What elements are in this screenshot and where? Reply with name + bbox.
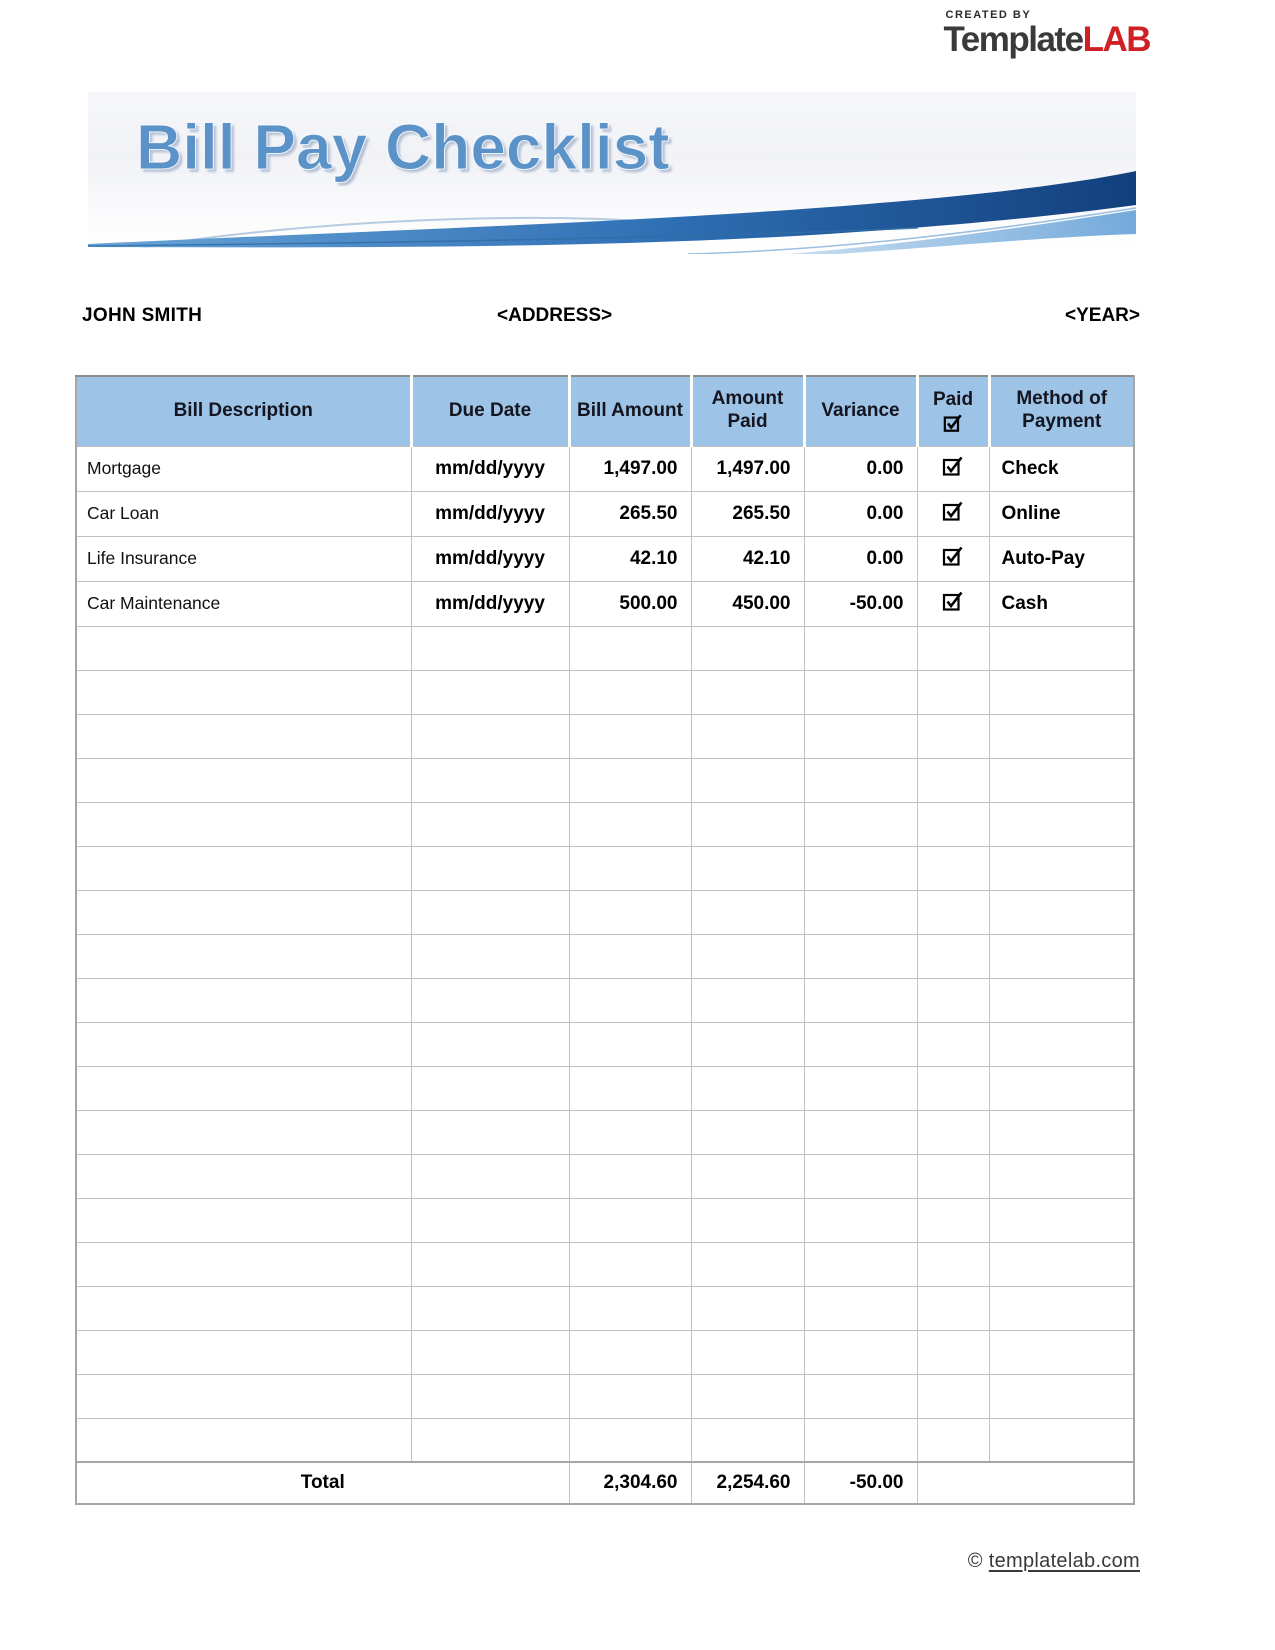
- title-banner: [88, 92, 1136, 254]
- cell-method-of-payment[interactable]: [989, 1330, 1134, 1374]
- cell-bill-amount[interactable]: [569, 1110, 691, 1154]
- cell-method-of-payment[interactable]: [989, 1022, 1134, 1066]
- cell-method-of-payment[interactable]: [989, 758, 1134, 802]
- cell-bill-amount[interactable]: [569, 978, 691, 1022]
- cell-method-of-payment[interactable]: [989, 1154, 1134, 1198]
- cell-amount-paid[interactable]: [691, 758, 804, 802]
- cell-paid-checkbox[interactable]: [917, 890, 989, 934]
- cell-bill-amount[interactable]: [569, 846, 691, 890]
- cell-method-of-payment[interactable]: [989, 670, 1134, 714]
- empty-table-row: [76, 1154, 1134, 1198]
- cell-paid-checkbox[interactable]: [917, 581, 989, 626]
- address-placeholder[interactable]: <ADDRESS>: [497, 305, 613, 326]
- cell-due-date[interactable]: [411, 1154, 569, 1198]
- cell-amount-paid[interactable]: [691, 1330, 804, 1374]
- table-row: [76, 581, 1134, 626]
- cell-paid-checkbox[interactable]: [917, 491, 989, 536]
- cell-amount-paid[interactable]: [691, 890, 804, 934]
- logo-brand-accent: LAB: [1082, 20, 1150, 59]
- cell-paid-checkbox[interactable]: [917, 1418, 989, 1462]
- cell-amount-paid[interactable]: [691, 1374, 804, 1418]
- header-amount-paid: Amount Paid: [691, 376, 804, 446]
- cell-variance[interactable]: 0.00: [804, 536, 917, 581]
- total-label[interactable]: Total: [76, 1462, 569, 1504]
- cell-paid-checkbox[interactable]: [917, 1242, 989, 1286]
- header-paid: [917, 376, 989, 446]
- empty-table-row: [76, 1198, 1134, 1242]
- cell-bill-amount[interactable]: [569, 1022, 691, 1066]
- cell-amount-paid[interactable]: [691, 1286, 804, 1330]
- cell-due-date[interactable]: [411, 1066, 569, 1110]
- cell-amount-paid[interactable]: [691, 1154, 804, 1198]
- cell-variance[interactable]: [804, 978, 917, 1022]
- bill-pay-table: [75, 375, 1135, 1505]
- cell-variance[interactable]: [804, 1022, 917, 1066]
- checked-checkbox-icon[interactable]: [942, 500, 964, 522]
- cell-method-of-payment[interactable]: [989, 1242, 1134, 1286]
- templatelab-logo: [944, 10, 1151, 57]
- checked-checkbox-icon[interactable]: [942, 455, 964, 477]
- cell-bill-amount[interactable]: [569, 758, 691, 802]
- header-bill-description: Bill Description: [76, 376, 411, 446]
- checked-checkbox-icon[interactable]: [942, 545, 964, 567]
- cell-bill-description[interactable]: [76, 1066, 411, 1110]
- logo-created-by: CREATED BY: [945, 9, 1032, 21]
- cell-bill-amount[interactable]: [569, 934, 691, 978]
- cell-bill-amount[interactable]: 265.50: [569, 491, 691, 536]
- cell-amount-paid[interactable]: [691, 1022, 804, 1066]
- cell-bill-amount[interactable]: [569, 1242, 691, 1286]
- total-row: [76, 1462, 1134, 1504]
- cell-bill-amount[interactable]: [569, 1198, 691, 1242]
- cell-paid-checkbox[interactable]: [917, 1374, 989, 1418]
- cell-variance[interactable]: [804, 1198, 917, 1242]
- cell-bill-description[interactable]: Car Loan: [76, 491, 411, 536]
- cell-bill-description[interactable]: [76, 1330, 411, 1374]
- cell-bill-description[interactable]: [76, 802, 411, 846]
- empty-table-row: [76, 1110, 1134, 1154]
- cell-paid-checkbox[interactable]: [917, 1066, 989, 1110]
- cell-bill-amount[interactable]: [569, 890, 691, 934]
- header-due-date: Due Date: [411, 376, 569, 446]
- cell-bill-description[interactable]: Mortgage: [76, 446, 411, 491]
- cell-amount-paid[interactable]: [691, 934, 804, 978]
- cell-bill-amount[interactable]: [569, 1066, 691, 1110]
- cell-method-of-payment[interactable]: [989, 1418, 1134, 1462]
- cell-bill-description[interactable]: [76, 846, 411, 890]
- cell-due-date[interactable]: [411, 846, 569, 890]
- cell-variance[interactable]: [804, 1154, 917, 1198]
- cell-due-date[interactable]: [411, 890, 569, 934]
- total-bill-amount[interactable]: 2,304.60: [569, 1462, 691, 1504]
- cell-amount-paid[interactable]: [691, 1110, 804, 1154]
- empty-table-row: [76, 1418, 1134, 1462]
- cell-paid-checkbox[interactable]: [917, 536, 989, 581]
- cell-paid-checkbox[interactable]: [917, 670, 989, 714]
- cell-variance[interactable]: [804, 670, 917, 714]
- cell-method-of-payment[interactable]: Auto-Pay: [989, 536, 1134, 581]
- cell-method-of-payment[interactable]: [989, 714, 1134, 758]
- cell-paid-checkbox[interactable]: [917, 1110, 989, 1154]
- cell-paid-checkbox[interactable]: [917, 714, 989, 758]
- total-amount-paid[interactable]: 2,254.60: [691, 1462, 804, 1504]
- cell-amount-paid[interactable]: 1,497.00: [691, 446, 804, 491]
- cell-method-of-payment[interactable]: [989, 1374, 1134, 1418]
- cell-variance[interactable]: [804, 758, 917, 802]
- cell-due-date[interactable]: [411, 1198, 569, 1242]
- cell-amount-paid[interactable]: 42.10: [691, 536, 804, 581]
- cell-method-of-payment[interactable]: [989, 1286, 1134, 1330]
- table-row: [76, 536, 1134, 581]
- cell-paid-checkbox[interactable]: [917, 1330, 989, 1374]
- table-header: [76, 376, 1134, 446]
- year-placeholder[interactable]: <YEAR>: [1065, 305, 1140, 326]
- cell-due-date[interactable]: mm/dd/yyyy: [411, 491, 569, 536]
- cell-bill-description[interactable]: [76, 978, 411, 1022]
- cell-amount-paid[interactable]: [691, 846, 804, 890]
- cell-bill-description[interactable]: Life Insurance: [76, 536, 411, 581]
- empty-table-row: [76, 890, 1134, 934]
- cell-amount-paid[interactable]: [691, 714, 804, 758]
- copyright-symbol: ©: [967, 1550, 983, 1572]
- logo-brand-primary: Template: [943, 20, 1083, 59]
- checked-checkbox-icon[interactable]: [942, 590, 964, 612]
- cell-due-date[interactable]: [411, 1110, 569, 1154]
- cell-variance[interactable]: [804, 626, 917, 670]
- cell-paid-checkbox[interactable]: [917, 446, 989, 491]
- cell-method-of-payment[interactable]: [989, 802, 1134, 846]
- cell-variance[interactable]: [804, 1242, 917, 1286]
- cell-bill-amount[interactable]: [569, 1330, 691, 1374]
- cell-bill-amount[interactable]: [569, 802, 691, 846]
- cell-bill-description[interactable]: [76, 1154, 411, 1198]
- cell-due-date[interactable]: [411, 626, 569, 670]
- cell-variance[interactable]: 0.00: [804, 491, 917, 536]
- header-variance: Variance: [804, 376, 917, 446]
- table-row: [76, 491, 1134, 536]
- empty-table-row: [76, 1022, 1134, 1066]
- cell-due-date[interactable]: [411, 670, 569, 714]
- empty-table-row: [76, 978, 1134, 1022]
- cell-paid-checkbox[interactable]: [917, 626, 989, 670]
- cell-method-of-payment[interactable]: [989, 978, 1134, 1022]
- cell-paid-checkbox[interactable]: [917, 1154, 989, 1198]
- cell-due-date[interactable]: [411, 1418, 569, 1462]
- cell-variance[interactable]: 0.00: [804, 446, 917, 491]
- cell-bill-description[interactable]: Car Maintenance: [76, 581, 411, 626]
- table-row: [76, 446, 1134, 491]
- cell-bill-amount[interactable]: [569, 626, 691, 670]
- cell-method-of-payment[interactable]: Check: [989, 446, 1134, 491]
- cell-bill-amount[interactable]: [569, 1418, 691, 1462]
- cell-due-date[interactable]: [411, 978, 569, 1022]
- empty-table-row: [76, 1242, 1134, 1286]
- cell-bill-description[interactable]: [76, 758, 411, 802]
- cell-bill-description[interactable]: [76, 714, 411, 758]
- cell-paid-checkbox[interactable]: [917, 1286, 989, 1330]
- cell-paid-checkbox[interactable]: [917, 1198, 989, 1242]
- cell-due-date[interactable]: [411, 1022, 569, 1066]
- cell-variance[interactable]: [804, 1286, 917, 1330]
- cell-amount-paid[interactable]: [691, 1066, 804, 1110]
- cell-variance[interactable]: [804, 890, 917, 934]
- cell-due-date[interactable]: mm/dd/yyyy: [411, 581, 569, 626]
- cell-bill-description[interactable]: [76, 1198, 411, 1242]
- bill-table-body: [76, 446, 1134, 1504]
- cell-due-date[interactable]: [411, 934, 569, 978]
- cell-bill-description[interactable]: [76, 890, 411, 934]
- cell-bill-amount[interactable]: [569, 1286, 691, 1330]
- total-blank[interactable]: [917, 1462, 1134, 1504]
- cell-bill-description[interactable]: [76, 1022, 411, 1066]
- page-title: Bill Pay Checklist: [136, 111, 670, 183]
- cell-paid-checkbox[interactable]: [917, 934, 989, 978]
- cell-method-of-payment[interactable]: [989, 934, 1134, 978]
- cell-bill-amount[interactable]: 1,497.00: [569, 446, 691, 491]
- cell-bill-description[interactable]: [76, 1286, 411, 1330]
- empty-table-row: [76, 1374, 1134, 1418]
- cell-variance[interactable]: [804, 1330, 917, 1374]
- cell-due-date[interactable]: mm/dd/yyyy: [411, 536, 569, 581]
- empty-table-row: [76, 1066, 1134, 1110]
- cell-amount-paid[interactable]: [691, 978, 804, 1022]
- cell-bill-amount[interactable]: [569, 1154, 691, 1198]
- cell-amount-paid[interactable]: 265.50: [691, 491, 804, 536]
- cell-method-of-payment[interactable]: [989, 626, 1134, 670]
- cell-method-of-payment[interactable]: Cash: [989, 581, 1134, 626]
- cell-variance[interactable]: [804, 1110, 917, 1154]
- cell-amount-paid[interactable]: [691, 802, 804, 846]
- empty-table-row: [76, 1286, 1134, 1330]
- cell-variance[interactable]: [804, 714, 917, 758]
- cell-method-of-payment[interactable]: Online: [989, 491, 1134, 536]
- cell-bill-description[interactable]: [76, 934, 411, 978]
- cell-variance[interactable]: [804, 1418, 917, 1462]
- footer: [968, 1550, 1140, 1573]
- header-method-of-payment: Method of Payment: [989, 376, 1134, 446]
- cell-bill-description[interactable]: [76, 1418, 411, 1462]
- cell-amount-paid[interactable]: [691, 670, 804, 714]
- cell-due-date[interactable]: [411, 714, 569, 758]
- cell-bill-amount[interactable]: [569, 670, 691, 714]
- cell-bill-amount[interactable]: [569, 714, 691, 758]
- cell-variance[interactable]: [804, 846, 917, 890]
- templatelab-link[interactable]: templatelab.com: [988, 1550, 1140, 1572]
- header-bill-amount: Bill Amount: [569, 376, 691, 446]
- cell-due-date[interactable]: [411, 1330, 569, 1374]
- cell-bill-description[interactable]: [76, 1110, 411, 1154]
- empty-table-row: [76, 626, 1134, 670]
- cell-method-of-payment[interactable]: [989, 1066, 1134, 1110]
- empty-table-row: [76, 846, 1134, 890]
- empty-table-row: [76, 802, 1134, 846]
- header-paid-label: Paid: [932, 389, 974, 411]
- cell-due-date[interactable]: [411, 802, 569, 846]
- cell-bill-amount[interactable]: 500.00: [569, 581, 691, 626]
- cell-variance[interactable]: -50.00: [804, 581, 917, 626]
- header-checked-checkbox-icon: [943, 413, 963, 433]
- cell-variance[interactable]: [804, 1066, 917, 1110]
- total-variance[interactable]: -50.00: [804, 1462, 917, 1504]
- cell-amount-paid[interactable]: [691, 1418, 804, 1462]
- cell-method-of-payment[interactable]: [989, 846, 1134, 890]
- cell-amount-paid[interactable]: [691, 1198, 804, 1242]
- cell-amount-paid[interactable]: [691, 1242, 804, 1286]
- cell-paid-checkbox[interactable]: [917, 802, 989, 846]
- info-line: [72, 303, 1140, 333]
- payer-name: JOHN SMITH: [82, 305, 203, 326]
- cell-amount-paid[interactable]: [691, 626, 804, 670]
- empty-table-row: [76, 1330, 1134, 1374]
- cell-paid-checkbox[interactable]: [917, 1022, 989, 1066]
- cell-method-of-payment[interactable]: [989, 890, 1134, 934]
- cell-method-of-payment[interactable]: [989, 1110, 1134, 1154]
- cell-bill-description[interactable]: [76, 1242, 411, 1286]
- cell-variance[interactable]: [804, 934, 917, 978]
- cell-due-date[interactable]: mm/dd/yyyy: [411, 446, 569, 491]
- cell-paid-checkbox[interactable]: [917, 758, 989, 802]
- empty-table-row: [76, 670, 1134, 714]
- cell-variance[interactable]: [804, 1374, 917, 1418]
- cell-bill-description[interactable]: [76, 626, 411, 670]
- cell-due-date[interactable]: [411, 1374, 569, 1418]
- empty-table-row: [76, 758, 1134, 802]
- cell-method-of-payment[interactable]: [989, 1198, 1134, 1242]
- cell-due-date[interactable]: [411, 758, 569, 802]
- cell-bill-description[interactable]: [76, 1374, 411, 1418]
- empty-table-row: [76, 934, 1134, 978]
- cell-due-date[interactable]: [411, 1286, 569, 1330]
- cell-bill-amount[interactable]: 42.10: [569, 536, 691, 581]
- cell-due-date[interactable]: [411, 1242, 569, 1286]
- cell-amount-paid[interactable]: 450.00: [691, 581, 804, 626]
- cell-bill-amount[interactable]: [569, 1374, 691, 1418]
- cell-variance[interactable]: [804, 802, 917, 846]
- empty-table-row: [76, 714, 1134, 758]
- cell-paid-checkbox[interactable]: [917, 978, 989, 1022]
- cell-bill-description[interactable]: [76, 670, 411, 714]
- cell-paid-checkbox[interactable]: [917, 846, 989, 890]
- logo-brand: [944, 22, 1151, 57]
